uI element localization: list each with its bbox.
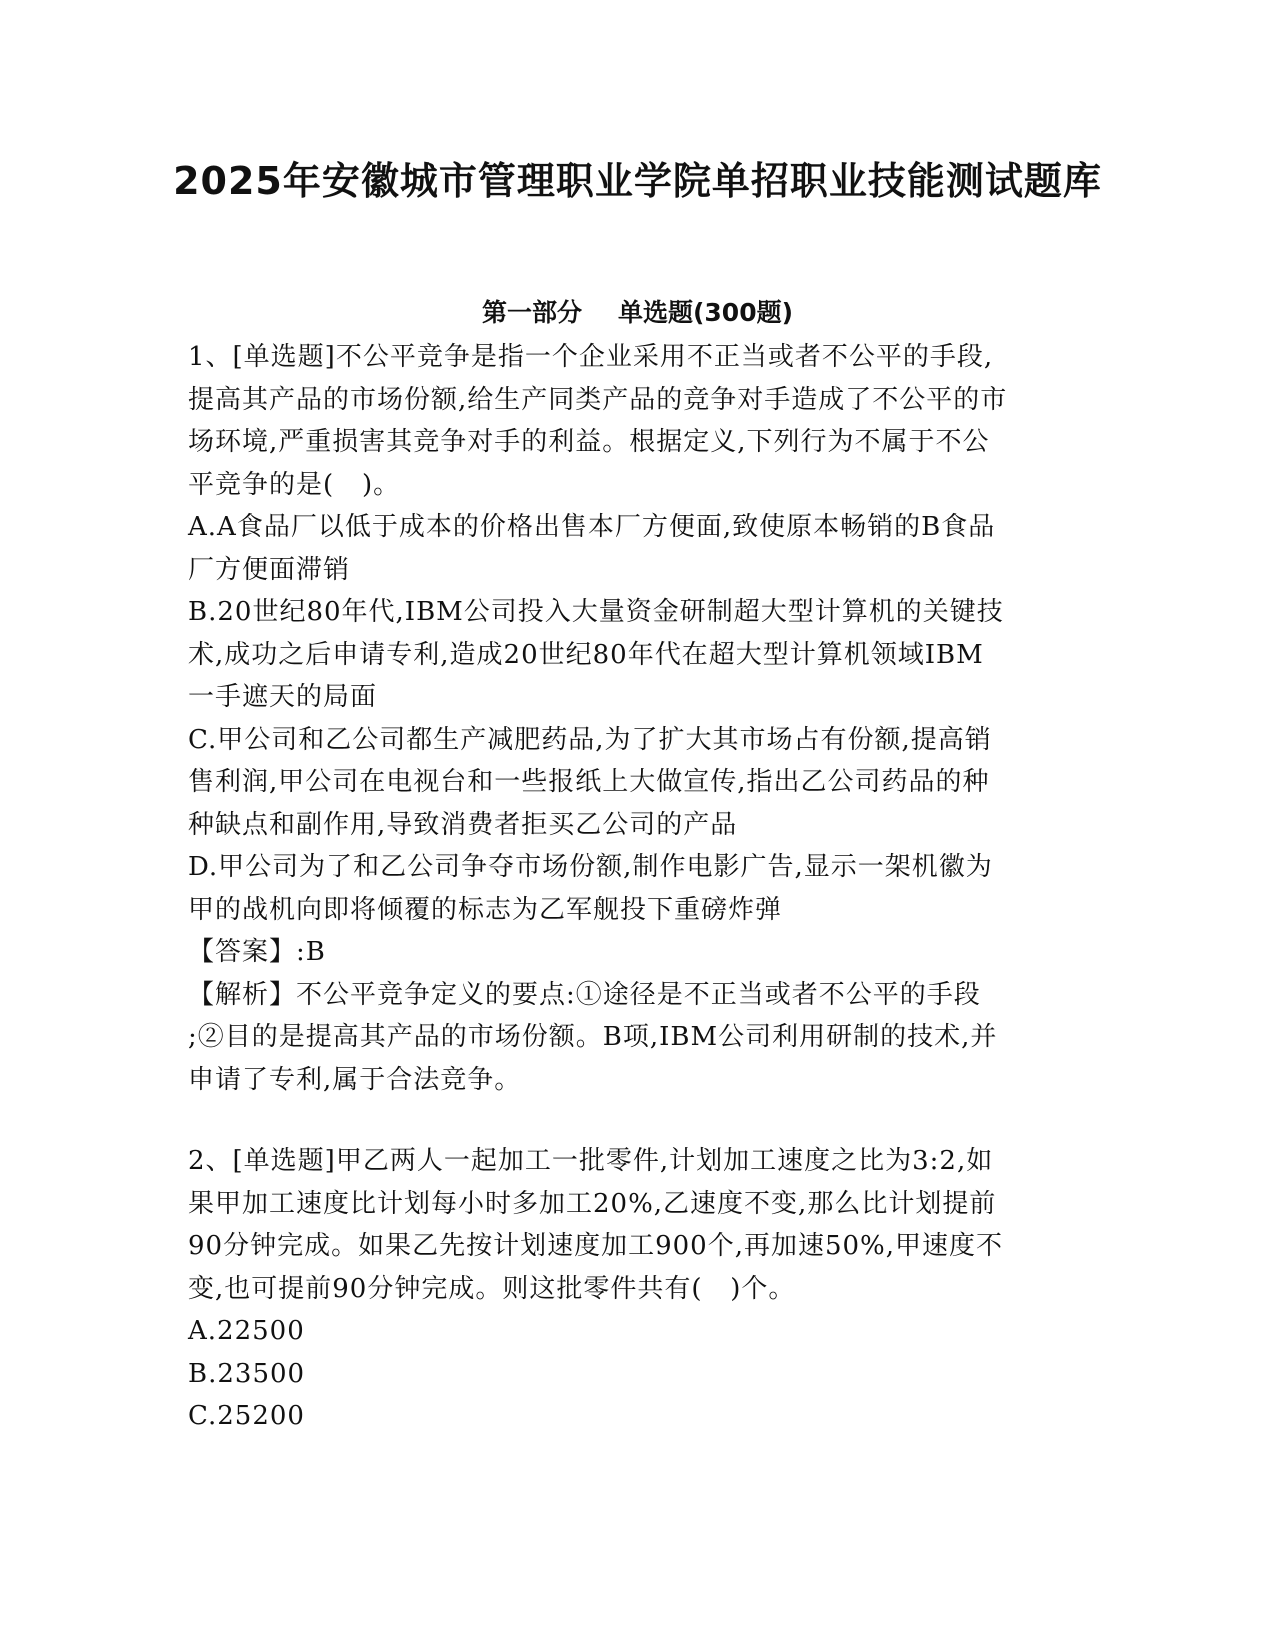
- answer-line: 【答案】:B: [188, 937, 326, 967]
- option-d: [188, 846, 1068, 931]
- option-line: 一手遮天的局面: [188, 682, 378, 712]
- option-line: 甲的战机向即将倾覆的标志为乙军舰投下重磅炸弹: [188, 894, 783, 925]
- option-b: B.23500: [188, 1358, 306, 1389]
- question-stem-line: 平竞争的是( )。: [188, 469, 401, 500]
- question-1: [188, 336, 1068, 1101]
- option-line: 售利润,甲公司在电视台和一些报纸上大做宣传,指出乙公司药品的种: [188, 767, 990, 797]
- option-line: 种缺点和副作用,导致消费者拒买乙公司的产品: [188, 809, 738, 840]
- option-line: B.20世纪80年代,IBM公司投入大量资金研制超大型计算机的关键技: [188, 597, 1004, 627]
- question-stem-line: 提高其产品的市场份额,给生产同类产品的竞争对手造成了不公平的市: [188, 384, 1008, 415]
- section-heading: [0, 293, 1275, 329]
- option-a: A.22500: [188, 1316, 305, 1346]
- option-line: A.A食品厂以低于成本的价格出售本厂方便面,致使原本畅销的B食品: [188, 512, 996, 542]
- question-2: [188, 1140, 1068, 1438]
- option-b: [188, 591, 1068, 719]
- analysis-line: 【解析】不公平竞争定义的要点:①途径是不正当或者不公平的手段: [188, 979, 981, 1010]
- option-line: 厂方便面滞销: [188, 554, 351, 585]
- analysis: [188, 974, 1068, 1102]
- document-title: 2025年安徽城市管理职业学院单招职业技能测试题库: [173, 159, 1102, 203]
- question-stem-line: 变,也可提前90分钟完成。则这批零件共有( )个。: [188, 1273, 796, 1304]
- question-stem-line: 果甲加工速度比计划每小时多加工20%,乙速度不变,那么比计划提前: [188, 1188, 997, 1219]
- option-line: C.甲公司和乙公司都生产减肥药品,为了扩大其市场占有份额,提高销: [188, 724, 992, 755]
- question-stem-line: 2、[单选题]甲乙两人一起加工一批零件,计划加工速度之比为3:2,如: [188, 1146, 994, 1176]
- option-line: D.甲公司为了和乙公司争夺市场份额,制作电影广告,显示一架机徽为: [188, 852, 993, 882]
- analysis-line: ;②目的是提高其产品的市场份额。B项,IBM公司利用研制的技术,并: [188, 1022, 998, 1052]
- option-c: [188, 719, 1068, 847]
- analysis-line: 申请了专利,属于合法竞争。: [188, 1064, 522, 1095]
- section-part: 第一部分: [481, 298, 582, 327]
- option-line: 术,成功之后申请专利,造成20世纪80年代在超大型计算机领域IBM: [188, 639, 984, 670]
- question-stem-line: 场环境,严重损害其竞争对手的利益。根据定义,下列行为不属于不公: [188, 427, 990, 457]
- section-name: 单选题(300题): [617, 298, 794, 327]
- question-stem-line: 90分钟完成。如果乙先按计划速度加工900个,再加速50%,甲速度不: [188, 1231, 1004, 1261]
- option-c: C.25200: [188, 1401, 305, 1431]
- option-a: [188, 506, 1068, 591]
- question-stem-line: 1、[单选题]不公平竞争是指一个企业采用不正当或者不公平的手段,: [188, 342, 994, 372]
